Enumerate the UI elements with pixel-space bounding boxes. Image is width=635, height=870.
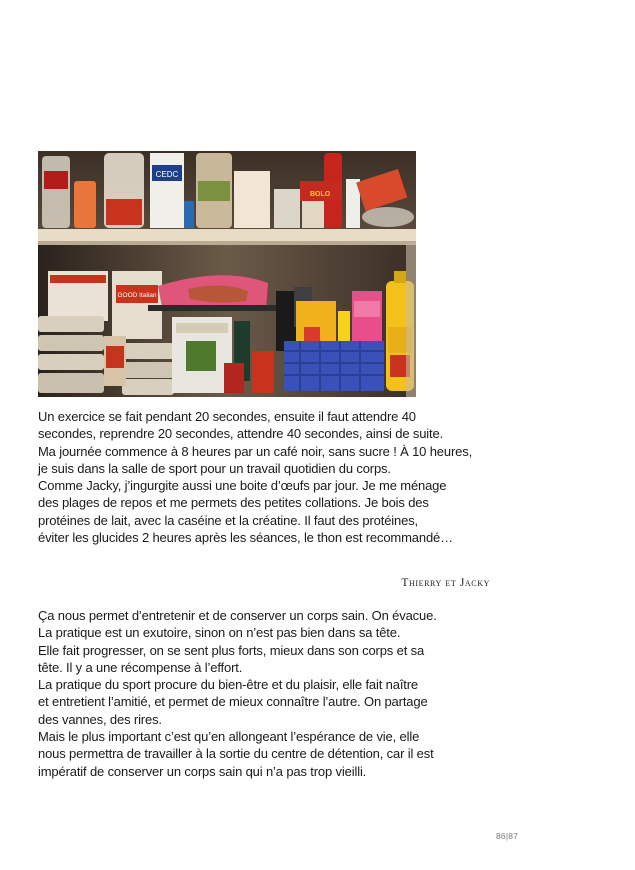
cedc-box	[150, 153, 184, 228]
upper-shelf	[38, 229, 416, 241]
page-number: 86|87	[496, 831, 519, 841]
text-line: Un exercice se fait pendant 20 secondes, ensuite il faut attendre 40	[38, 409, 416, 424]
cedc-label: CEDC	[155, 170, 179, 179]
text-line: Elle fait progresser, on se sent plus forts, mieux dans son corps et sa	[38, 642, 425, 658]
text-line: La pratique du sport procure du bien-être et du plaisir, elle fait naître	[38, 677, 419, 693]
bolo-label: BOLO	[310, 191, 331, 198]
text-line: éviter les glucides 2 heures après les séances, le thon est recommandé…	[38, 530, 453, 546]
text-line: Comme Jacky, j’ingurgite aussi une boite d’œufs par jour. Je me ménage	[38, 478, 447, 494]
text-line: impératif de conserver un corps sain qui n’a pas trop vieilli.	[38, 763, 367, 779]
paragraph-first	[38, 408, 478, 546]
signature-author: Thierry et Jacky	[401, 577, 490, 589]
paragraph-second	[38, 607, 478, 780]
orange-bottle	[74, 181, 96, 228]
text-line: je suis dans la salle de sport pour un travail quotidien du corps.	[38, 460, 391, 476]
text-line: secondes, reprendre 20 secondes, attendre 40 secondes, ainsi de suite.	[38, 426, 444, 442]
text-line: des plages de repos et me permets des petites collations. Je bois des	[38, 495, 429, 511]
text-line: protéines de lait, avec la caséine et la créatine. Il faut des protéines,	[38, 512, 419, 528]
food-shelves-illustration	[38, 151, 416, 397]
good-italian-label: GOOD Italian	[117, 292, 157, 299]
paper-bag	[234, 171, 270, 228]
plastic-bottle	[42, 156, 70, 228]
text-line: des vannes, des rires.	[38, 711, 162, 727]
text-line: et entretient l’amitié, et permet de mieux connaître l’autre. On partage	[38, 694, 428, 710]
text-line: Mais le plus important c’est qu’en allongeant l’espérance de vie, elle	[38, 729, 420, 745]
text-line: Ma journée commence à 8 heures par un café noir, sans sucre ! À 10 heures,	[38, 443, 473, 459]
food-shelves-photo	[38, 151, 416, 397]
text-line: La pratique est un exutoire, sinon on n’est pas bien dans sa tête.	[38, 625, 401, 641]
text-line: nous permettra de travailler à la sortie du centre de détention, car il est	[38, 746, 434, 762]
text-line: tête. Il y a une récompense à l’effort.	[38, 659, 243, 675]
text-line: Ça nous permet d’entretenir et de conserver un corps sain. On évacue.	[38, 608, 437, 623]
